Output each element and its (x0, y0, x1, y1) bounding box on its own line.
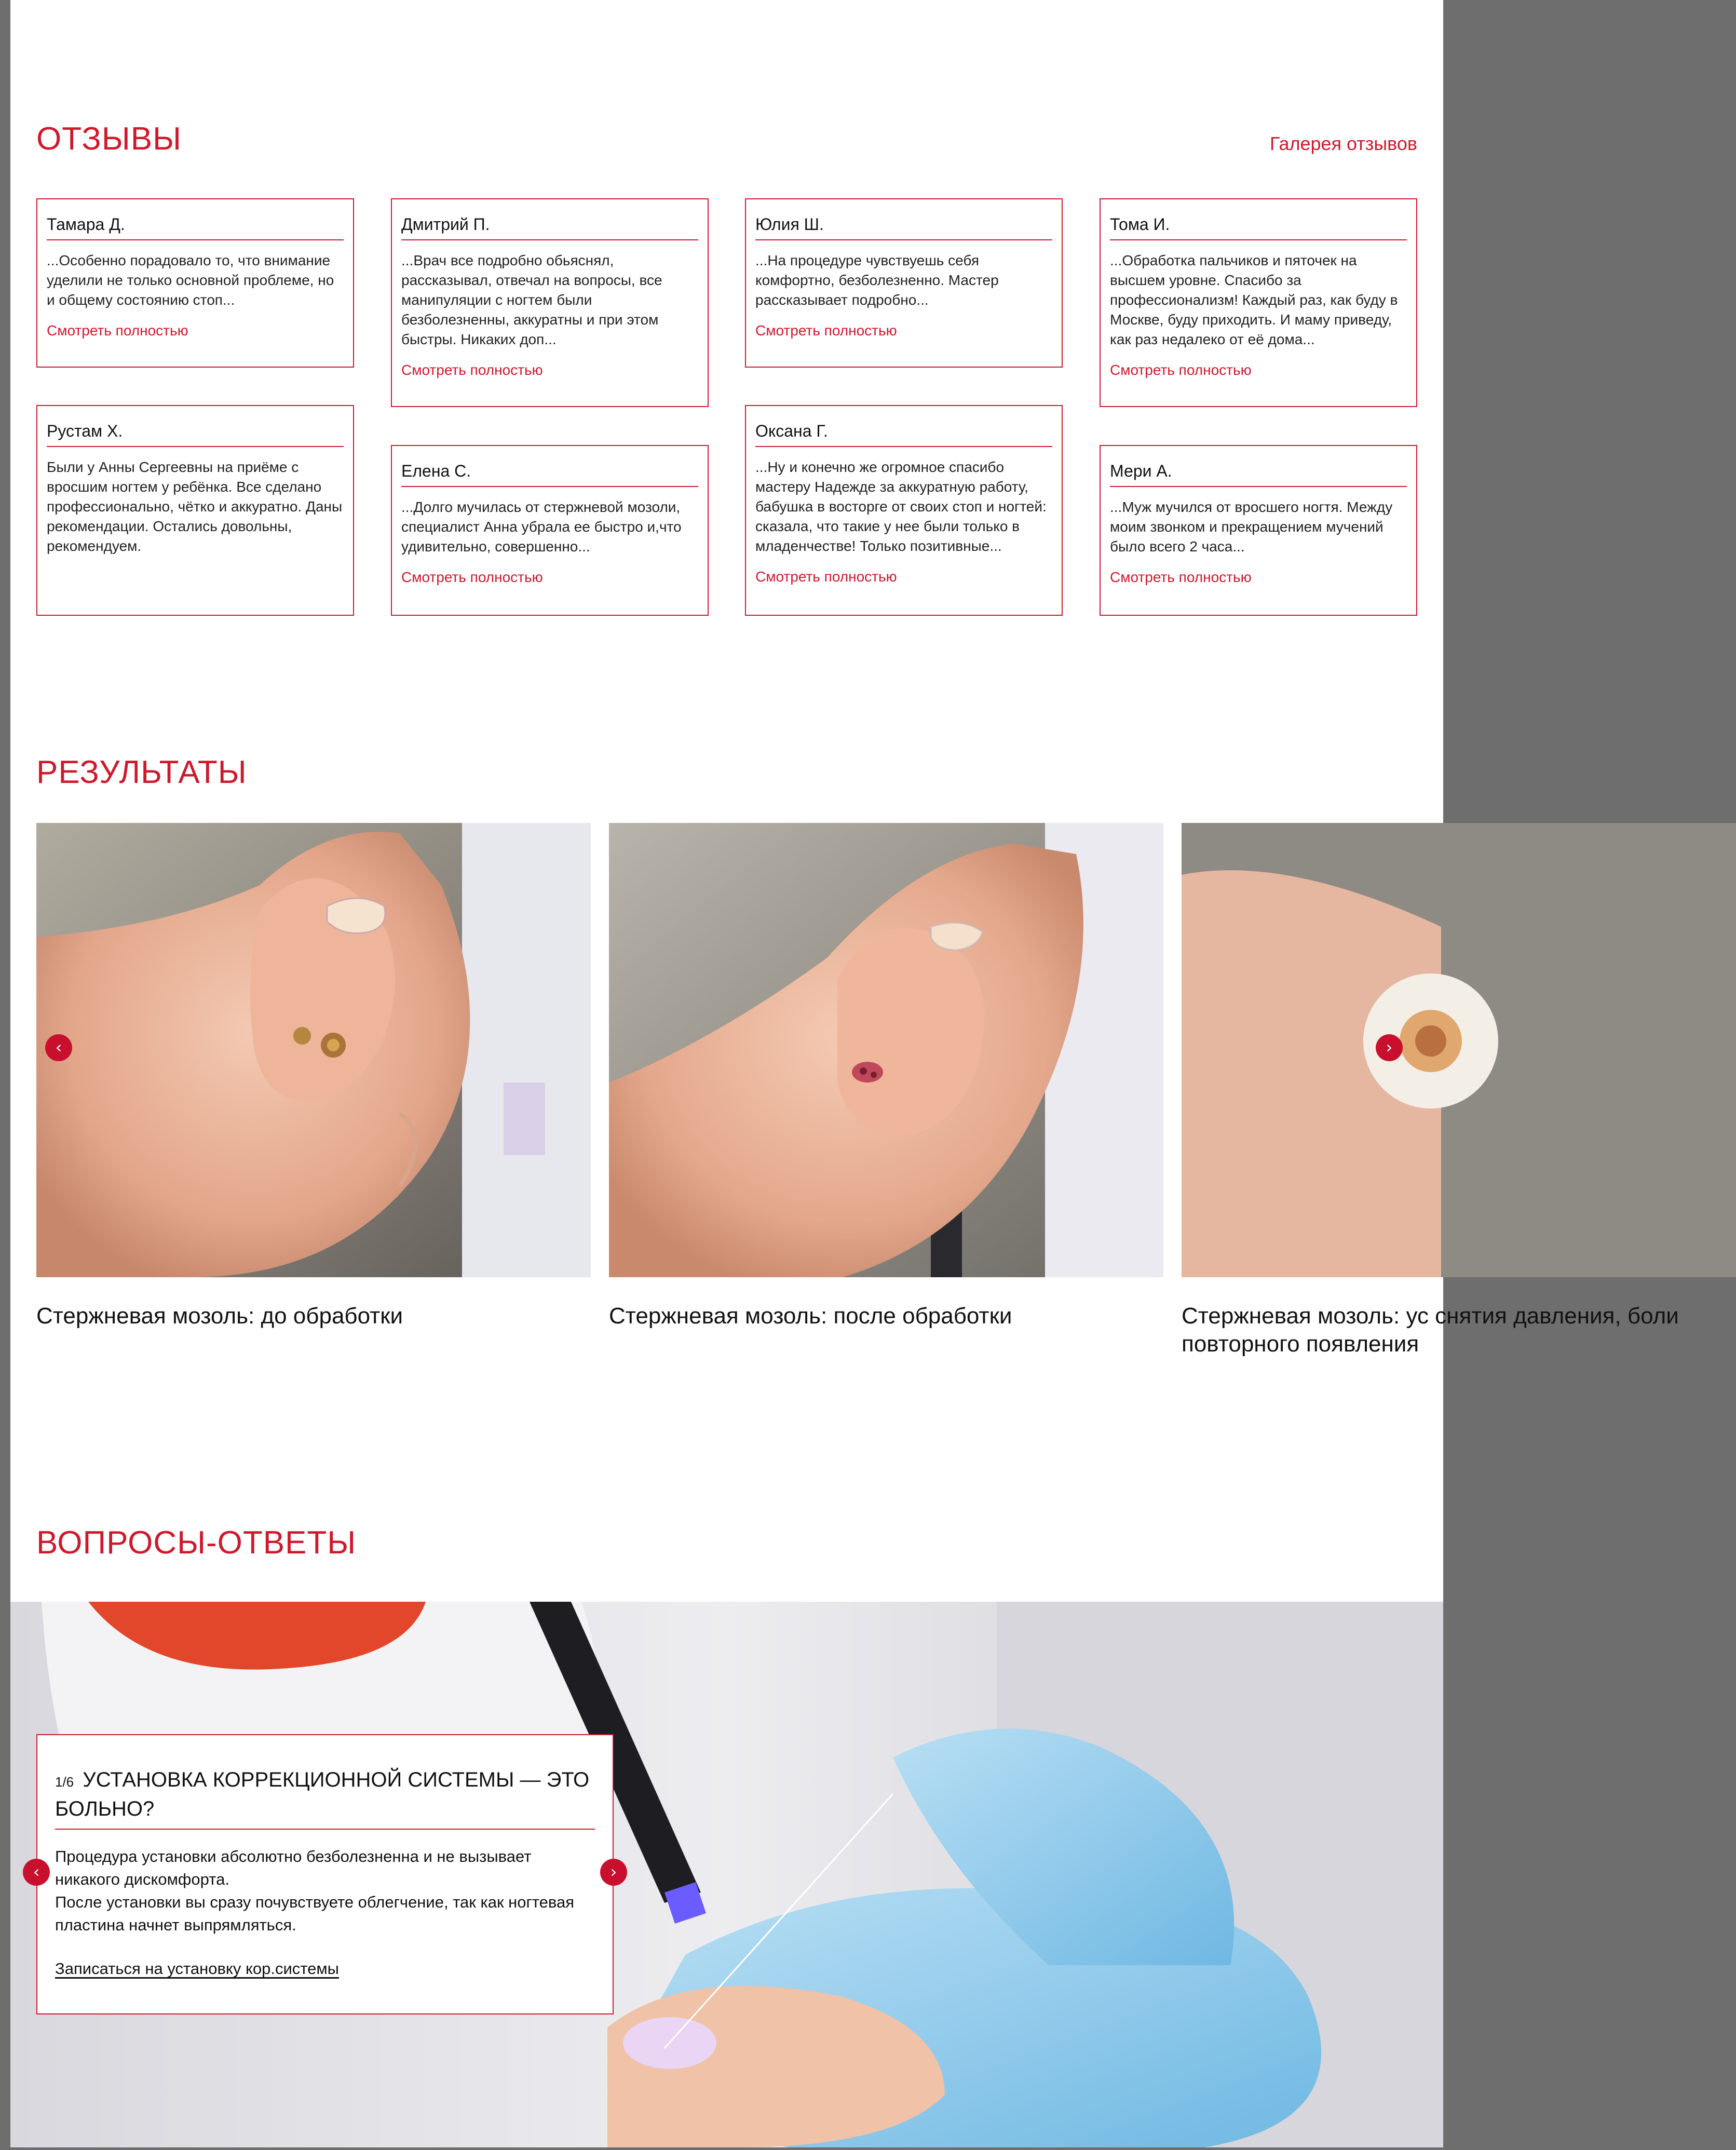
faq-counter: 1/6 (55, 1774, 74, 1790)
faq-card (36, 1734, 614, 2014)
review-author: Елена С. (401, 462, 698, 487)
review-author: Мери А. (1110, 462, 1407, 487)
faq-booking-link[interactable]: Записаться на установку кор.системы (55, 1959, 339, 1978)
review-author: Тома И. (1110, 215, 1407, 240)
review-author: Тамара Д. (47, 215, 344, 240)
foot-after-image (609, 823, 1163, 1277)
faq-prev-button[interactable]: ‹ (23, 1859, 50, 1886)
review-card (391, 445, 709, 616)
review-author: Юлия Ш. (755, 215, 1052, 240)
result-photo-after (609, 823, 1163, 1277)
review-read-more-link[interactable]: Смотреть полностью (47, 322, 188, 339)
review-author: Дмитрий П. (401, 215, 698, 240)
faq-answer (55, 1845, 595, 1937)
faq-answer-line: После установки вы сразу почувствуете облегчение, так как ногтевая пластина начнет выпрямляться. (55, 1893, 575, 1934)
foot-padding-image (1182, 823, 1736, 1277)
review-text: ...Ну и конечно же огромное спасибо мастеру Надежде за аккуратную работу, бабушка в восторге от своих стоп и ногтей: сказала, что такие у нее были только в младенчестве! Только позитивные... (755, 459, 1047, 554)
faq-next-button[interactable]: › (600, 1859, 627, 1886)
faq-question-text: УСТАНОВКА КОРРЕКЦИОННОЙ СИСТЕМЫ — ЭТО БОЛЬНО? (55, 1768, 590, 1820)
results-prev-button[interactable]: ‹ (45, 1034, 72, 1061)
result-slide (1182, 823, 1736, 1358)
foot-before-image (36, 823, 591, 1277)
review-card (1100, 445, 1417, 616)
review-read-more-link[interactable]: Смотреть полностью (1110, 569, 1252, 585)
review-card (36, 405, 354, 616)
result-caption: Стержневая мозоль: после обработки (609, 1303, 1012, 1329)
review-text: ...На процедуре чувствуешь себя комфортно, безболезненно. Мастер рассказывает подробно... (755, 252, 999, 308)
result-photo-protection (1182, 823, 1736, 1277)
review-text: ...Муж мучился от вросшего ногтя. Между моим звонком и прекращением мучений было всего 2 часа... (1110, 499, 1393, 555)
review-text: Были у Анны Сергеевны на приёме с вросшим ногтем у ребёнка. Все сделано профессионально, чётко и аккуратно. Даны рекомендации. Остались довольны, рекомендуем. (47, 459, 343, 554)
review-text: ...Врач все подробно обьяснял, рассказывал, отвечал на вопросы, все манипуляции с ногтем были безболезненны, аккуратны и при этом быстры. Никаких доп... (401, 252, 662, 347)
review-text: ...Обработка пальчиков и пяточек на высшем уровне. Спасибо за профессионализм! Каждый раз, как буду в Москве, буду приходить. И маму приведу, как раз недалеко от её дома... (1110, 252, 1398, 347)
review-card (36, 198, 354, 368)
result-slide (609, 823, 1163, 1330)
review-author: Оксана Г. (755, 422, 1052, 447)
reviews-gallery-link[interactable]: Галерея отзывов (1269, 133, 1417, 154)
result-caption: Стержневая мозоль: до обработки (36, 1303, 403, 1329)
faq-title: ВОПРОСЫ-ОТВЕТЫ (36, 1525, 357, 1561)
review-card (745, 405, 1063, 616)
result-caption: Стержневая мозоль: ус снятия давления, боли повторного появления (1182, 1303, 1679, 1357)
review-read-more-link[interactable]: Смотреть полностью (401, 569, 543, 585)
faq-answer-line: Процедура установки абсолютно безболезненна и не вызывает никакого дискомфорта. (55, 1847, 532, 1888)
review-read-more-link[interactable]: Смотреть полностью (1110, 362, 1252, 378)
review-card (391, 198, 709, 407)
review-read-more-link[interactable]: Смотреть полностью (755, 322, 897, 339)
result-slide (36, 823, 591, 1330)
result-photo-before (36, 823, 591, 1277)
faq-question (55, 1766, 595, 1830)
review-author: Рустам Х. (47, 422, 344, 447)
results-slider (36, 823, 1679, 1404)
review-text: ...Долго мучилась от стержневой мозоли, специалист Анна убрала ее быстро и,что удивительно, совершенно... (401, 499, 682, 555)
results-title: РЕЗУЛЬТАТЫ (36, 754, 247, 790)
review-card (1100, 198, 1417, 407)
results-next-button[interactable]: › (1376, 1034, 1403, 1061)
review-card (745, 198, 1063, 368)
review-read-more-link[interactable]: Смотреть полностью (401, 362, 543, 378)
page (10, 0, 1679, 2147)
reviews-title: ОТЗЫВЫ (36, 121, 182, 157)
review-read-more-link[interactable]: Смотреть полностью (755, 569, 897, 585)
review-text: ...Особенно порадовало то, что внимание уделили не только основной проблеме, но и общему состоянию стоп... (47, 252, 334, 308)
